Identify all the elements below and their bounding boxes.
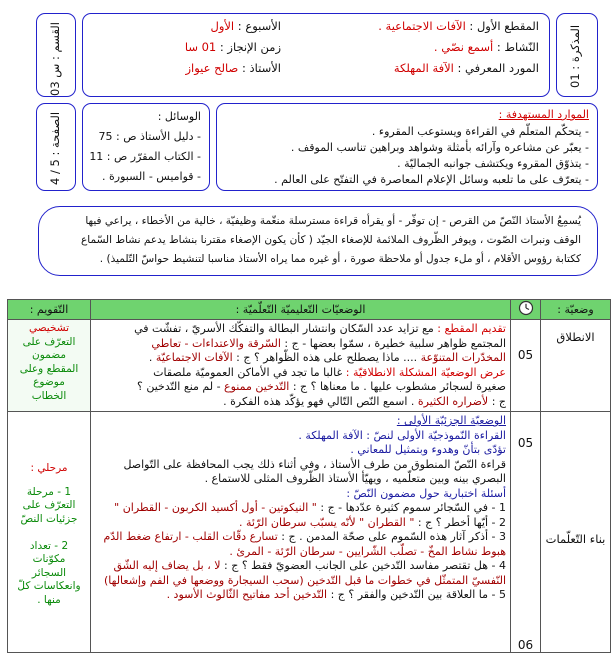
resource-item: - يعبّر عن مشاعره وآرائه بأمثلة وشواهد وبراهين تناسب الموقف . [290, 141, 589, 154]
tool-item: - قواميس - السبورة . [102, 170, 201, 183]
assessment-line [11, 526, 87, 540]
learning-cell [91, 320, 511, 412]
text-line: أسئلة اختبارية حول مضمون النّصّ : [346, 486, 506, 500]
time-value: 05 [517, 436, 534, 450]
knowledge-resource: المورد المعرفي : الآفة المهلكة [393, 61, 539, 75]
class-label: القسم : س 03 [48, 22, 62, 96]
resource-item: - يتحكّم المتعلّم في القراءة ويستوعب المقروء . [371, 125, 589, 138]
assessment-cell [8, 320, 91, 412]
assessment-line: التعرّف على [22, 499, 76, 511]
segment: المقطع الأول : الآفات الاجتماعية . [378, 19, 539, 33]
page-number: الصفحة : 5 / 4 [48, 112, 62, 186]
table-header-row [8, 300, 611, 320]
memo-number: المذكرة : 01 [568, 24, 582, 88]
text-line: عرض الوضعيّة المشكلة الانطلاقيّة : غالبا ما تجد في الأماكن العموميّة ملصقات [153, 365, 506, 379]
memo-box [556, 13, 598, 97]
table-row [8, 320, 611, 412]
assessment-line: 1 - مرحلة [26, 485, 72, 498]
text-line: قراءة النّصّ المنطوق من طرف الأستاذ ، وفي أثناء ذلك يجب المحافظة على التّواصل [123, 457, 506, 471]
resources-box [216, 103, 598, 191]
text-line: ج : لأضراره الكثيرة . اسمع النّص التّالي فهو يؤكّد هذه الفكرة . [223, 394, 506, 408]
assessment-line: الخطاب [31, 389, 67, 402]
tools-box [82, 103, 210, 191]
header-learning: الوضعيّات التّعليميّة التّعلّميّة : [91, 300, 511, 320]
resource-item: - يتعرّف على ما تلعبه وسائل الإعلام المعاصرة في التفتّح على العالم . [274, 173, 589, 186]
assessment-line: جزئيات النصّ [20, 512, 78, 525]
text-line: 5 - ما العلاقة بين التّدخين والفقر ؟ ج : التّدخين أحد مفاتيح الثّالوث الأسود . [166, 588, 506, 601]
assessment-cell [8, 412, 91, 653]
text-line: صغيرة لسجائر مشطوب عليها . ما معناها ؟ ج : التّدخين ممنوع - لم منع التّدخين ؟ [137, 380, 506, 393]
activity: النّشاط : أسمع نصّي . [433, 40, 539, 54]
class-box [36, 13, 76, 97]
learning-cell [91, 412, 511, 653]
resources-title: الموارد المستهدفة : [498, 108, 589, 121]
assessment-line: مكوّنات [32, 553, 66, 565]
text-line: الوضعيّة الجزئيّة الأولى : [396, 414, 506, 427]
clock-icon [511, 300, 541, 320]
situation-cell: بناء التّعلّمات [541, 412, 611, 653]
assessment-line: 2 - تعداد [29, 539, 69, 552]
table-row [8, 412, 611, 653]
assessment-line: موضوع [33, 376, 65, 388]
tool-item: - دليل الأستاذ ص : 75 [98, 130, 201, 143]
page-number-box [36, 103, 76, 191]
tool-item: - الكتاب المقرّر ص : 11 [89, 150, 201, 163]
text-line: 4 - هل تقتصر مفاسد التّدخين على الجانب العضويّ فقط ؟ ج : لا ، بل يضاف إليه الشّق [113, 559, 506, 572]
text-line: 1 - في السّجائر سموم كثيرة عدّدها - ج : " النيكوتين - أول أكسيد الكربون - القطران " [114, 501, 506, 514]
header-assessment: التّقويم : [8, 300, 91, 320]
text-line: المخدّرات المتنوّعة .... ماذا يصطلح على هذه الظّواهر ؟ ج : الآفات الاجتماعيّة . [148, 351, 506, 364]
situation-cell: الانطلاق [541, 320, 611, 412]
intro-line: يُسمِعُ الأستاذ النّصّ من القرص - إن توفّر - أو يقرأه قراءة مسترسلة منغّمة وظيفيّة ، خالية من الأخطاء ، يراعي فيها [85, 215, 581, 227]
text-line: 2 - أيّها أخطر ؟ ج : " القطران " لأنّه يسبّب سرطان الرّئة . [238, 515, 506, 529]
text-line: تؤدّى بتأنّ وهدوء وبتمثيل للمعاني . [350, 443, 506, 456]
intro-paragraph-box [38, 206, 598, 276]
header-info-box [82, 13, 550, 97]
tools-title: الوسائل : [157, 110, 201, 123]
text-line: البصري بينه وبين متعلّميه ، ويهيّأ الأستاذ الظّروف المثلى للاستماع . [204, 472, 506, 485]
text-line: تقديم المقطع : مع تزايد عدد السّكان وانتشار البطالة والتفكّك الأسريّ ، تفشّت في [134, 322, 506, 335]
text-line: هبوط نشاط المخّ - تصلّب الشّرايين - سرطان الرّئة - المرئ . [229, 544, 506, 558]
text-line: 3 - أذكر آثار هذه السّموم على صحّة المدمن . ج : تسارع دقّات القلب - ارتفاع ضغط الدّم [103, 530, 506, 543]
time-cell [511, 412, 541, 653]
week: الأسبوع : الأول [210, 19, 281, 33]
text-line: النّفسيّ المتمثّل في خطوات ما قبل التّدخين (سحب السيجارة ووضعها في الفم وإشعالها) [103, 573, 506, 587]
time-cell: 05 [511, 320, 541, 412]
text-line: المجتمع ظواهر سلبية خطيرة ، سمّوا بعضها - ج : السّرقة والاعتداءات - تعاطي [151, 336, 506, 350]
intro-line: ككتابة رؤوس الأقلام ، أو ملء جدول أو ملاحظة صورة ، أو غيره مما يراه الأستاذ مناسبا لتنشيط حواسّ التّلميذ) . [99, 253, 581, 265]
clock-icon-svg [518, 300, 534, 316]
assessment-line: التعرّف على [22, 335, 76, 348]
assessment-line: مضمون [32, 349, 66, 361]
duration: زمن الإنجاز : 01 سا [184, 40, 281, 54]
assessment-line: منها . [37, 593, 61, 606]
assessment-line: المقطع وعلى [19, 362, 79, 375]
teacher: الأستاذ : صالح عيواز [185, 61, 281, 75]
lesson-table [7, 299, 611, 653]
assessment-title: مرحلي : [30, 462, 68, 474]
assessment-line: السجائر [31, 566, 67, 579]
intro-line: الوقف ونبرات الصّوت ، ويوفر الظّروف الملائمة للإصغاء الجيّد ( كأن يكون الإصغاء مقترنا بنشاط يدعم نشاط السّماع [81, 234, 581, 246]
resource-item: - يتذوّق المقروء ويكتشف جوانبه الجماليّة . [397, 157, 589, 170]
assessment-title: تشخيصي [28, 322, 70, 334]
text-line: القراءة النّموذجيّة الأولى لنصّ : الآفة المهلكة . [298, 428, 506, 442]
assessment-line: وانعكاسات كلّ [17, 580, 81, 592]
header-situation: وضعيّة : [541, 300, 611, 320]
time-value: 06 [517, 638, 534, 652]
